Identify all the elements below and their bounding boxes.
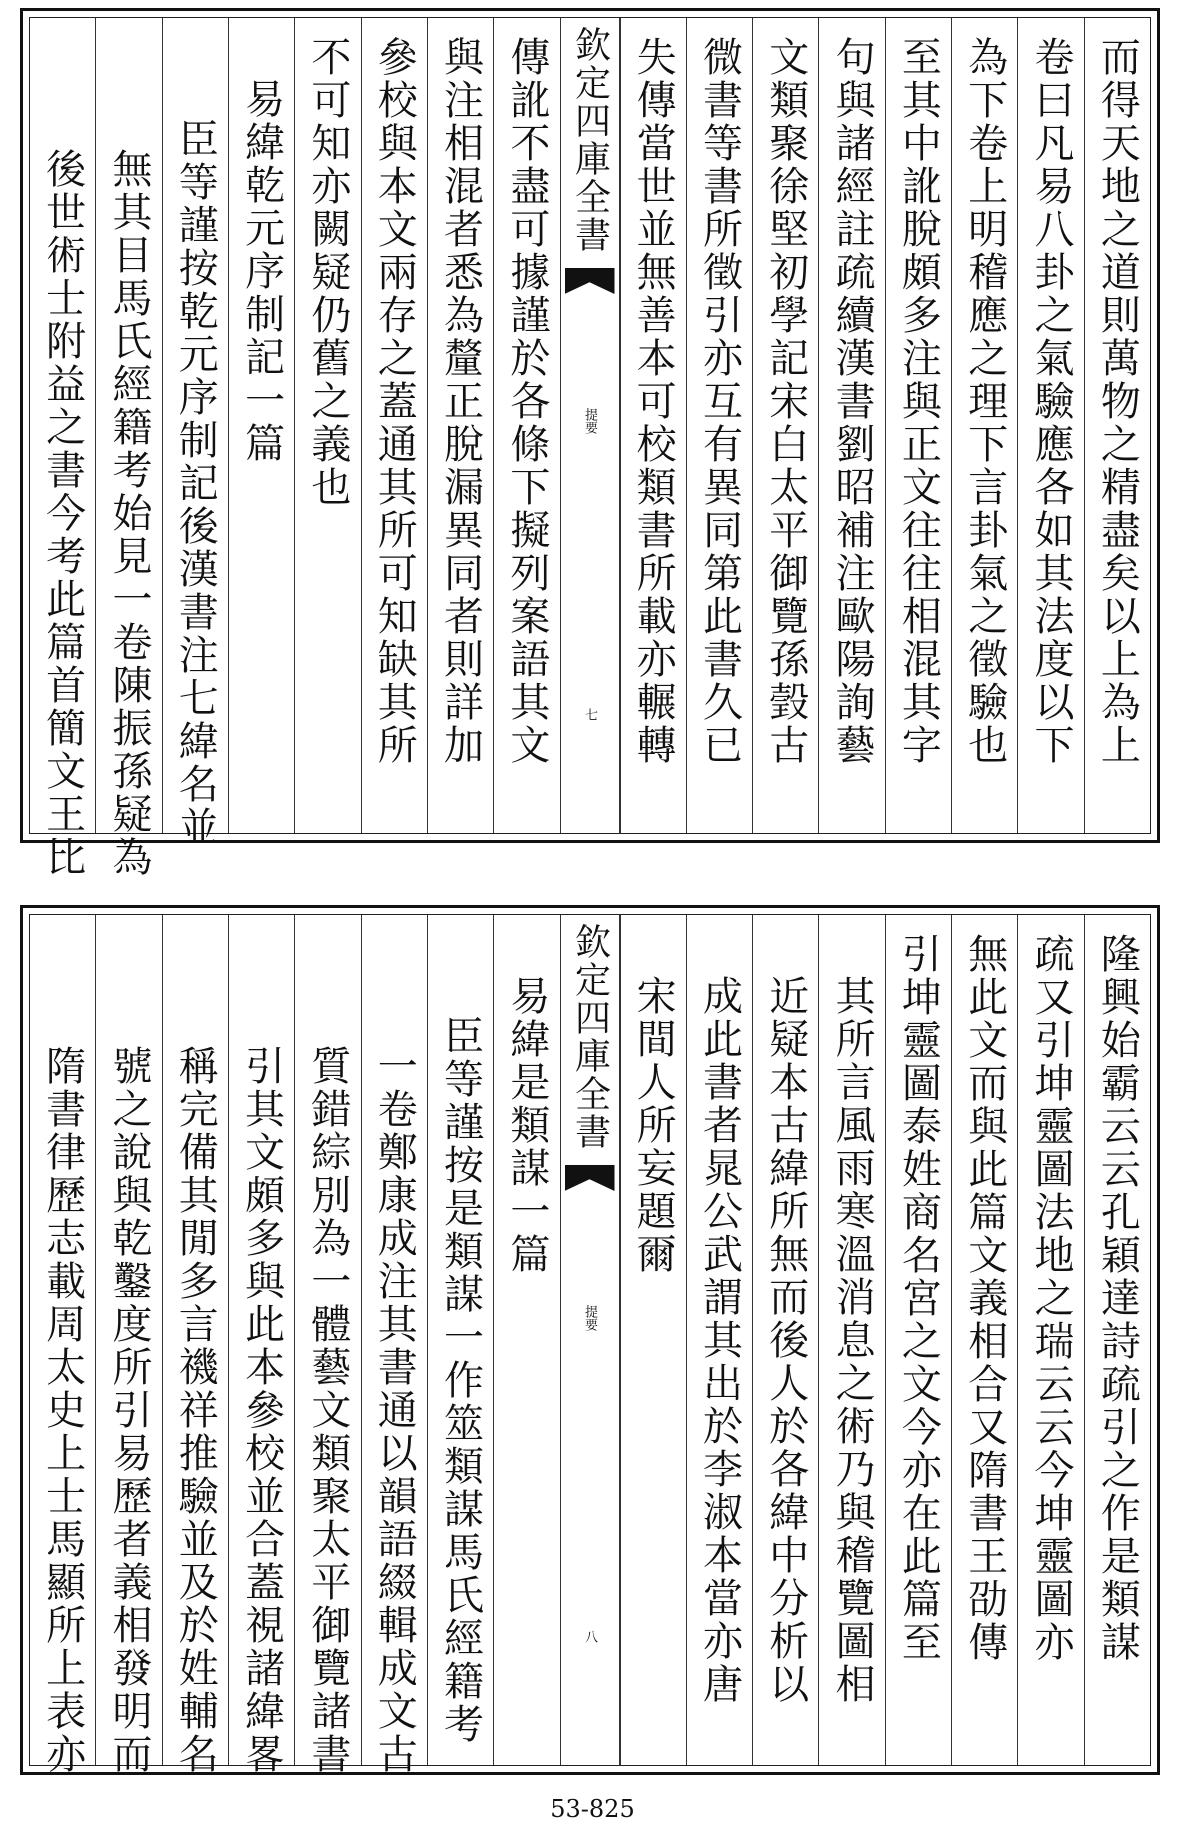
- upper-page: [20, 8, 1160, 879]
- column-text: 文類聚徐堅初學記宋白太平御覽孫瑴古: [762, 36, 809, 767]
- page-number: 53-825: [550, 1795, 635, 1823]
- column-text: 成此書者晁公武謂其出於李淑本當亦唐: [696, 975, 743, 1706]
- text-column: [818, 18, 884, 833]
- column-text: 後世術士附益之書今考此篇首簡文王比: [39, 148, 86, 879]
- column-text: 臣等謹按乾元序制記後漢書注七緯名並: [172, 118, 219, 849]
- text-column: [493, 18, 559, 833]
- column-text: 宋間人所妄題爾: [630, 975, 677, 1276]
- column-text: 為下卷上明稽應之理下言卦氣之徵驗也: [961, 36, 1008, 767]
- text-column: [1017, 915, 1083, 1765]
- section-heading: 易緯是類謀一篇: [503, 975, 550, 1276]
- lower-page: [20, 905, 1160, 1775]
- text-column: [427, 915, 493, 1765]
- spine-folio: 八: [582, 1630, 597, 1643]
- text-column: [885, 18, 951, 833]
- spine-title: 欽定四庫全書: [569, 26, 611, 254]
- text-column: [30, 915, 95, 1776]
- column-text: 卷曰凡易八卦之氣驗應各如其法度以下: [1028, 36, 1075, 767]
- column-text: 一卷鄭康成注其書通以韻語綴輯成文古: [371, 1045, 418, 1776]
- text-column: [294, 18, 360, 833]
- column-text: 微書等書所徵引亦互有異同第此書久已: [696, 36, 743, 767]
- column-text: 引坤靈圖泰姓商名宮之文今亦在此篇至: [895, 933, 942, 1664]
- text-column: [620, 915, 686, 1765]
- column-text: 傳訛不盡可據謹於各條下擬列案語其文: [503, 36, 550, 767]
- center-spine: [560, 915, 620, 1765]
- spine-section: 提要: [582, 1305, 597, 1331]
- text-column: [1084, 915, 1150, 1765]
- column-text: 不可知亦闕疑仍舊之義也: [304, 36, 351, 509]
- text-column: [1084, 18, 1150, 833]
- column-text: 而得天地之道則萬物之精盡矣以上為上: [1094, 36, 1141, 767]
- text-column: [818, 915, 884, 1765]
- column-text: 隋書律歷志載周太史上士馬顯所上表亦: [39, 1045, 86, 1776]
- text-column: [294, 915, 360, 1776]
- column-text: 至其中訛脫頗多注與正文往往相混其字: [895, 36, 942, 767]
- column-text: 近疑本古緯所無而後人於各緯中分析以: [762, 975, 809, 1706]
- text-column: [361, 915, 427, 1776]
- text-column: [885, 915, 951, 1765]
- text-column: [686, 915, 752, 1765]
- text-column: [361, 18, 427, 833]
- column-text: 稱完備其閒多言禨祥推驗並及於姓輔名: [172, 1045, 219, 1776]
- text-column: [162, 18, 228, 849]
- column-text: 疏又引坤靈圖法地之瑞云云今坤靈圖亦: [1028, 933, 1075, 1664]
- column-text: 質錯綜別為一體藝文類聚太平御覽諸書: [304, 1045, 351, 1776]
- column-text: 無此文而與此篇文義相合又隋書王劭傳: [961, 933, 1008, 1664]
- spine-section: 提要: [582, 408, 597, 434]
- text-column: [493, 915, 559, 1765]
- column-text: 臣等謹按是類謀一作筮類謀馬氏經籍考: [437, 1015, 484, 1746]
- text-column: [427, 18, 493, 833]
- column-text: 引其文頗多與此本參校並合蓋視諸緯畧: [238, 1045, 285, 1776]
- text-column: [162, 915, 228, 1776]
- column-text: 與注相混者悉為釐正脫漏異同者則詳加: [437, 36, 484, 767]
- spine-folio: 七: [582, 708, 597, 721]
- lower-page-frame: [29, 914, 1151, 1776]
- column-text: 號之說與乾鑿度所引易歷者義相發明而: [105, 1045, 152, 1776]
- text-column: [620, 18, 686, 833]
- column-text: 無其目馬氏經籍考始見一卷陳振孫疑為: [105, 148, 152, 879]
- text-column: [95, 915, 161, 1776]
- text-column: [228, 915, 294, 1776]
- column-text: 句與諸經註疏續漢書劉昭補注歐陽詢藝: [829, 36, 876, 767]
- column-text: 參校與本文兩存之蓋通其所可知缺其所: [371, 36, 418, 767]
- text-column: [752, 18, 818, 833]
- text-column: [951, 18, 1017, 833]
- text-column: [686, 18, 752, 833]
- text-column: [752, 915, 818, 1765]
- section-heading: 易緯乾元序制記一篇: [238, 78, 285, 465]
- text-column: [95, 18, 161, 879]
- text-column: [30, 18, 95, 879]
- spine-title: 欽定四庫全書: [569, 923, 611, 1151]
- text-column: [228, 18, 294, 833]
- text-column: [1017, 18, 1083, 833]
- column-text: 其所言風雨寒溫消息之術乃與稽覽圖相: [829, 975, 876, 1706]
- upper-page-frame: [29, 17, 1151, 879]
- column-text: 失傳當世並無善本可校類書所載亦輾轉: [630, 36, 677, 767]
- text-column: [951, 915, 1017, 1765]
- column-text: 隆興始霸云云孔穎達詩疏引之作是類謀: [1094, 933, 1141, 1664]
- center-spine: [560, 18, 620, 833]
